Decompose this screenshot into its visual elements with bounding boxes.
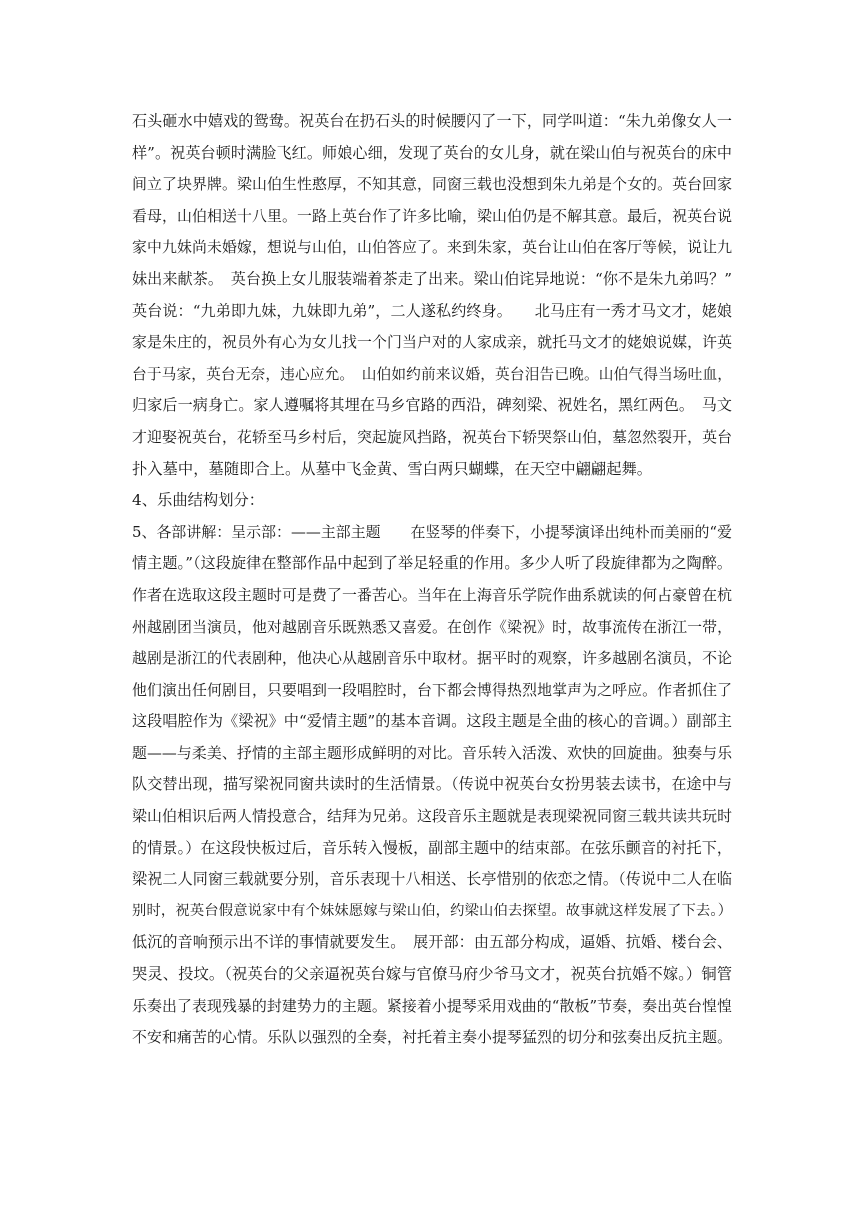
text-line: 不安和痛苦的心情。乐队以强烈的全奏，衬托着主奏小提琴猛烈的切分和弦奏出反抗主题。 xyxy=(132,1028,732,1047)
text-line: 梁祝二人同窗三载就要分别，音乐表现十八相送、长亭惜别的依恋之情。（传说中二人在临 xyxy=(132,870,732,889)
text-line: 这段唱腔作为《梁祝》中“爱情主题”的基本音调。这段主题是全曲的核心的音调。）副部主 xyxy=(132,712,732,731)
text-line: 归家后一病身亡。家人遵嘱将其埋在马乡官路的西沿，碑刻梁、祝姓名，黑红两色。 马文 xyxy=(132,396,732,415)
text-line: 低沉的音响预示出不详的事情就要发生。 展开部：由五部分构成，逼婚、抗婚、楼台会、 xyxy=(132,933,732,952)
text-line: 的情景。）在这段快板过后，音乐转入慢板，副部主题中的结束部。在弦乐颤音的衬托下， xyxy=(132,838,732,857)
text-line: 州越剧团当演员，他对越剧音乐既熟悉又喜爱。在创作《梁祝》时，故事流传在浙江一带， xyxy=(132,617,732,636)
text-line: 越剧是浙江的代表剧种，他决心从越剧音乐中取材。据平时的观察，许多越剧名演员，不论 xyxy=(132,649,732,668)
text-line: 间立了块界牌。梁山伯生性憨厚，不知其意，同窗三载也没想到朱九弟是个女的。英台回家 xyxy=(132,175,732,194)
text-line: 乐奏出了表现残暴的封建势力的主题。紧接着小提琴采用戏曲的“散板”节奏，奏出英台惶惶 xyxy=(132,996,732,1015)
text-line: 队交替出现，描写梁祝同窗共读时的生活情景。（传说中祝英台女扮男装去读书，在途中与 xyxy=(132,775,732,794)
text-line: 家中九妹尚未婚嫁，想说与山伯，山伯答应了。来到朱家，英台让山伯在客厅等候，说让九 xyxy=(132,238,732,257)
text-line: 题——与柔美、抒情的主部主题形成鲜明的对比。音乐转入活泼、欢快的回旋曲。独奏与乐 xyxy=(132,743,732,762)
text-line: 哭灵、投坟。（祝英台的父亲逼祝英台嫁与官僚马府少爷马文才，祝英台抗婚不嫁。）铜管 xyxy=(132,965,732,984)
text-line: 情主题。”（这段旋律在整部作品中起到了举足轻重的作用。多少人听了段旋律都为之陶醉。 xyxy=(132,554,732,573)
text-line: 样”。祝英台顿时满脸飞红。师娘心细，发现了英台的女儿身，就在梁山伯与祝英台的床中 xyxy=(132,143,732,162)
text-line: 妹出来献茶。 英台换上女儿服装端着茶走了出来。梁山伯诧异地说：“你不是朱九弟吗？” xyxy=(132,269,732,288)
text-line: 他们演出任何剧目，只要唱到一段唱腔时，台下都会博得热烈地掌声为之呼应。作者抓住了 xyxy=(132,680,732,699)
text-line: 5、各部讲解：呈示部：——主部主题 在竖琴的伴奏下，小提琴演译出纯朴而美丽的“爱 xyxy=(132,522,732,541)
text-line: 梁山伯相识后两人情投意合，结拜为兄弟。这段音乐主题就是表现梁祝同窗三载共读共玩时 xyxy=(132,807,732,826)
text-line: 台于马家，英台无奈，违心应允。 山伯如约前来议婚，英台泪告已晚。山伯气得当场吐血， xyxy=(132,365,732,383)
text-line: 作者在选取这段主题时可是费了一番苦心。当年在上海音乐学院作曲系就读的何占豪曾在杭 xyxy=(132,585,732,604)
text-line: 扑入墓中，墓随即合上。从墓中飞金黄、雪白两只蝴蝶，在天空中翩翩起舞。 xyxy=(132,459,653,478)
text-line: 才迎娶祝英台，花轿至马乡村后，突起旋风挡路，祝英台下轿哭祭山伯，墓忽然裂开，英台 xyxy=(132,427,732,446)
text-line: 英台说：“九弟即九妹，九妹即九弟”，二人遂私约终身。 北马庄有一秀才马文才，姥娘 xyxy=(132,301,732,320)
section-heading: 4、乐曲结构划分： xyxy=(132,491,265,510)
text-line: 石头砸水中嬉戏的鸳鸯。祝英台在扔石头的时候腰闪了一下，同学叫道：“朱九弟像女人一 xyxy=(132,112,732,130)
text-line: 别时，祝英台假意说家中有个妹妹愿嫁与梁山伯，约梁山伯去探望。故事就这样发展了下去。） xyxy=(132,902,732,919)
document-body xyxy=(132,106,732,1054)
text-line: 家是朱庄的，祝员外有心为女儿找一个门当户对的人家成亲，就托马文才的姥娘说媒，许英 xyxy=(132,333,732,352)
text-line: 看母，山伯相送十八里。一路上英台作了许多比喻，梁山伯仍是不解其意。最后，祝英台说 xyxy=(132,206,732,225)
